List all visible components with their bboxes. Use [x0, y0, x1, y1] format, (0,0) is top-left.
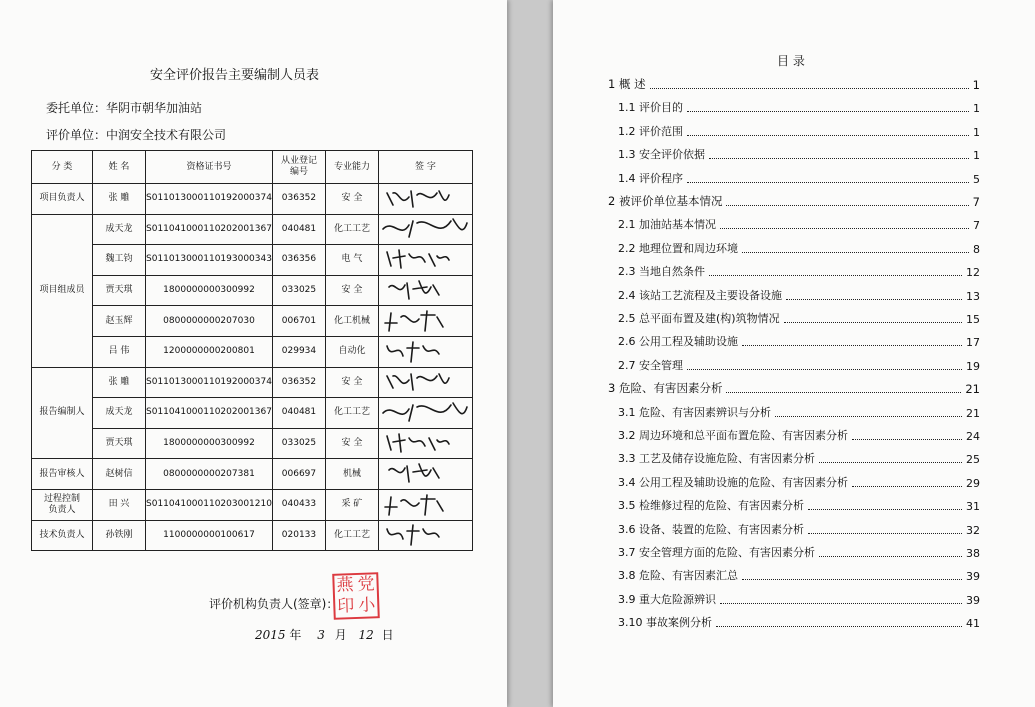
toc-page-number: 5 — [973, 172, 980, 186]
signature-cell — [378, 489, 472, 520]
category-cell: 项目组成员 — [32, 214, 93, 367]
seal-char: 小 — [357, 595, 376, 616]
table-row — [32, 428, 473, 459]
toc-page-number: 29 — [966, 476, 980, 490]
signature-stroke — [389, 281, 439, 299]
toc-entry[interactable] — [618, 146, 980, 162]
cert-cell: 1800000000300992 — [146, 275, 273, 306]
table-row — [32, 367, 473, 398]
toc-entry[interactable] — [618, 567, 980, 583]
cert-cell: S011013000110192000374 — [146, 184, 273, 215]
toc-entry[interactable] — [618, 614, 980, 630]
toc-page-number: 21 — [965, 382, 980, 397]
toc-leader-dots — [819, 556, 962, 557]
toc-entry-text: 3.5 检维修过程的危险、有害因素分析 — [618, 499, 804, 513]
handwritten-signature — [379, 215, 471, 243]
skill-cell: 安 全 — [325, 367, 378, 398]
name-cell: 魏工钧 — [93, 245, 146, 276]
handwritten-signature — [379, 430, 471, 458]
toc-page-number: 32 — [966, 523, 980, 537]
toc-entry[interactable] — [618, 591, 980, 607]
reg-cell: 040433 — [272, 489, 325, 520]
toc-entry-text: 3.6 设备、装置的危险、有害因素分析 — [618, 522, 804, 536]
toc-page-number: 1 — [972, 78, 980, 92]
toc-entry-text: 3.10 事故案例分析 — [618, 616, 712, 630]
cert-cell: 0800000000207381 — [146, 459, 273, 490]
toc-page-number: 12 — [966, 266, 980, 280]
toc-entry-text: 2.1 加油站基本情况 — [618, 218, 716, 232]
toc-entry[interactable] — [618, 216, 980, 232]
signature-stroke — [387, 374, 449, 390]
toc-page-number: 1 — [973, 149, 980, 163]
toc-page-number: 38 — [966, 547, 980, 560]
date-month: 3 — [317, 628, 325, 642]
table-row — [32, 214, 473, 245]
signature-cell — [378, 520, 472, 551]
table-row — [32, 245, 473, 276]
toc-entry[interactable] — [618, 240, 980, 256]
date-day-unit: 日 — [381, 628, 394, 642]
name-cell: 赵树信 — [93, 459, 146, 490]
header-category: 分 类 — [32, 151, 93, 184]
signature-cell — [378, 275, 472, 306]
toc-leader-dots — [716, 626, 962, 627]
toc-entry[interactable] — [618, 474, 980, 490]
toc-leader-dots — [742, 579, 962, 580]
cert-cell: S011013000110192000374 — [146, 367, 273, 398]
staff-table-page — [0, 0, 507, 707]
seal-char: 党 — [357, 574, 375, 595]
table-row — [32, 275, 473, 306]
toc-leader-dots — [852, 486, 962, 487]
toc-leader-dots — [742, 252, 969, 253]
category-cell: 过程控制负责人 — [32, 489, 93, 520]
toc-entry-text: 1 概 述 — [608, 77, 646, 91]
toc-entry-text: 2 被评价单位基本情况 — [608, 194, 723, 208]
table-row — [32, 520, 473, 551]
name-cell: 成天龙 — [93, 214, 146, 245]
toc-entry[interactable] — [618, 170, 980, 186]
toc-leader-dots — [775, 416, 962, 417]
cert-cell: 1200000000200801 — [146, 336, 273, 367]
toc-page-number: 13 — [966, 289, 980, 303]
handwritten-signature — [379, 246, 471, 274]
reg-cell: 036352 — [272, 184, 325, 215]
skill-cell: 电 气 — [325, 245, 378, 276]
evaluator-line — [46, 126, 226, 143]
toc-entry[interactable] — [618, 544, 980, 560]
handwritten-signature — [379, 491, 471, 519]
name-cell: 吕 伟 — [93, 336, 146, 367]
name-cell: 成天龙 — [93, 398, 146, 429]
toc-page-number: 24 — [966, 430, 980, 443]
date-year: 2015 — [255, 628, 286, 642]
toc-entry[interactable] — [618, 427, 980, 443]
toc-page-number: 8 — [973, 242, 980, 256]
name-cell: 孙铁刚 — [93, 520, 146, 551]
staff-table — [31, 150, 473, 551]
toc-entry[interactable] — [618, 310, 980, 326]
date-year-unit: 年 — [289, 628, 302, 642]
name-cell: 张 雕 — [93, 367, 146, 398]
skill-cell: 安 全 — [325, 184, 378, 215]
handwritten-signature — [379, 368, 471, 396]
toc-entry-text: 3.3 工艺及储存设施危险、有害因素分析 — [618, 452, 815, 466]
toc-entry-text: 1.4 评价程序 — [618, 171, 683, 185]
toc-entry-text: 1.2 评价范围 — [618, 124, 683, 138]
client-line — [46, 99, 202, 116]
table-row — [32, 398, 473, 429]
toc-leader-dots — [784, 322, 962, 323]
toc-entry[interactable] — [618, 521, 980, 537]
table-row — [32, 184, 473, 215]
toc-entry-text: 3.9 重大危险源辨识 — [618, 592, 716, 606]
signature-stroke — [387, 525, 439, 545]
toc-leader-dots — [726, 392, 961, 393]
toc-title: 目 录 — [777, 54, 805, 68]
category-cell: 项目负责人 — [32, 184, 93, 215]
official-seal — [332, 572, 380, 620]
toc-leader-dots — [709, 158, 969, 159]
toc-page-number: 41 — [966, 617, 980, 631]
signature-cell — [378, 245, 472, 276]
toc-leader-dots — [687, 111, 969, 112]
seal-char: 燕 — [336, 575, 354, 596]
toc-entry-text: 2.7 安全管理 — [618, 358, 683, 372]
signature-cell — [378, 306, 472, 337]
toc-entry-text: 3.8 危险、有害因素汇总 — [618, 569, 738, 583]
evaluator-name: 中润安全技术有限公司 — [106, 128, 227, 142]
evaluator-label: 评价单位： — [46, 128, 107, 142]
cert-cell: 1800000000300992 — [146, 428, 273, 459]
client-name: 华阴市朝华加油站 — [106, 101, 203, 115]
reg-cell: 006697 — [272, 459, 325, 490]
signature-stroke — [385, 311, 443, 331]
signature-cell — [378, 214, 472, 245]
toc-page-number: 19 — [966, 359, 980, 373]
reg-cell: 033025 — [272, 428, 325, 459]
skill-cell: 采 矿 — [325, 489, 378, 520]
header-skill: 专业能力 — [325, 151, 378, 184]
cert-cell: S011013000110193000343 — [146, 245, 273, 276]
cert-cell: S011041000110202001367 — [146, 214, 273, 245]
signature-cell — [378, 459, 472, 490]
page-title: 安全评价报告主要编制人员表 — [150, 68, 320, 83]
toc-page-number: 17 — [966, 336, 980, 350]
toc-entry-text: 3.1 危险、有害因素辨识与分析 — [618, 405, 771, 419]
signature-stroke — [383, 219, 467, 237]
skill-cell: 化工工艺 — [325, 520, 378, 551]
toc-entry[interactable] — [618, 263, 980, 279]
signature-cell — [378, 367, 472, 398]
toc-entry-text: 3 危险、有害因素分析 — [608, 381, 723, 396]
handwritten-signature — [379, 338, 471, 366]
signature-stroke — [387, 191, 449, 207]
toc-entry[interactable] — [618, 357, 980, 373]
toc-leader-dots — [808, 509, 962, 510]
signature-stroke — [383, 403, 467, 421]
toc-entry-text: 3.4 公用工程及辅助设施的危险、有害因素分析 — [618, 475, 848, 489]
toc-leader-dots — [742, 345, 962, 346]
toc-entry-text: 2.2 地理位置和周边环境 — [618, 241, 738, 255]
skill-cell: 安 全 — [325, 275, 378, 306]
skill-cell: 化工工艺 — [325, 214, 378, 245]
name-cell: 赵玉辉 — [93, 306, 146, 337]
category-cell: 技术负责人 — [32, 520, 93, 551]
client-label: 委托单位： — [46, 101, 107, 115]
table-row — [32, 489, 473, 520]
toc-leader-dots — [720, 228, 969, 229]
category-cell: 报告审核人 — [32, 459, 93, 490]
toc-entry[interactable] — [618, 404, 980, 420]
table-row — [32, 336, 473, 367]
toc-entry-text: 1.1 评价目的 — [618, 101, 683, 115]
toc-page-number: 39 — [966, 593, 980, 607]
toc-leader-dots — [819, 462, 962, 463]
table-row — [32, 459, 473, 490]
reg-cell: 033025 — [272, 275, 325, 306]
toc-entry-text: 2.5 总平面布置及建(构)筑物情况 — [618, 312, 780, 325]
name-cell: 贾天琪 — [93, 428, 146, 459]
cert-cell: S011041000110202001367 — [146, 398, 273, 429]
table-row — [32, 306, 473, 337]
signature-cell — [378, 428, 472, 459]
toc-leader-dots — [720, 603, 962, 604]
toc-leader-dots — [786, 299, 962, 300]
toc-entry[interactable] — [618, 497, 980, 513]
header-reg: 从业登记编号 — [272, 151, 325, 184]
skill-cell: 化工工艺 — [325, 398, 378, 429]
skill-cell: 化工机械 — [325, 306, 378, 337]
head-signature-label: 评价机构负责人(签章)： — [209, 597, 339, 611]
signature-stroke — [387, 342, 439, 362]
name-cell: 张 雕 — [93, 184, 146, 215]
cert-cell: 1100000000100617 — [146, 520, 273, 551]
handwritten-signature — [379, 399, 471, 427]
toc-leader-dots — [650, 88, 969, 89]
toc-entry[interactable] — [608, 76, 980, 92]
handwritten-signature — [379, 307, 471, 335]
skill-cell: 机械 — [325, 459, 378, 490]
toc-entry[interactable] — [618, 99, 980, 115]
reg-cell: 040481 — [272, 398, 325, 429]
toc-page-number: 7 — [973, 219, 980, 233]
toc-page-number: 1 — [973, 102, 980, 116]
toc-page — [553, 0, 1035, 707]
toc-leader-dots — [687, 369, 962, 370]
cert-cell: 0800000000207030 — [146, 306, 273, 337]
handwritten-signature — [379, 460, 471, 488]
reg-cell: 029934 — [272, 336, 325, 367]
category-cell: 报告编制人 — [32, 367, 93, 459]
toc-page-number: 15 — [966, 313, 980, 326]
header-signature: 签 字 — [378, 151, 472, 184]
name-cell: 田 兴 — [93, 489, 146, 520]
toc-entry-text: 2.4 该站工艺流程及主要设备设施 — [618, 288, 782, 302]
toc-leader-dots — [687, 182, 969, 183]
toc-entry-text: 2.3 当地自然条件 — [618, 265, 705, 279]
header-name: 姓 名 — [93, 151, 146, 184]
signature-cell — [378, 398, 472, 429]
toc-page-number: 21 — [966, 406, 980, 420]
toc-entry-text: 3.7 安全管理方面的危险、有害因素分析 — [618, 546, 815, 559]
date-day: 12 — [358, 628, 374, 642]
name-cell: 贾天琪 — [93, 275, 146, 306]
skill-cell: 安 全 — [325, 428, 378, 459]
toc-leader-dots — [709, 275, 962, 276]
toc-entry[interactable] — [608, 380, 980, 396]
toc-page-number: 1 — [973, 125, 980, 139]
seal-char: 印 — [337, 596, 355, 617]
toc-entry-text: 1.3 安全评价依据 — [618, 148, 705, 162]
toc-page-number: 25 — [966, 453, 980, 467]
toc-entry[interactable] — [608, 193, 980, 209]
toc-leader-dots — [687, 135, 969, 136]
handwritten-signature — [379, 277, 471, 305]
date-month-unit: 月 — [334, 628, 347, 642]
toc-entry-text: 2.6 公用工程及辅助设施 — [618, 335, 738, 349]
signature-cell — [378, 184, 472, 215]
toc-entry-text: 3.2 周边环境和总平面布置危险、有害因素分析 — [618, 429, 848, 442]
reg-cell: 036352 — [272, 367, 325, 398]
sign-date — [255, 626, 394, 643]
toc-leader-dots — [726, 205, 968, 206]
reg-cell: 020133 — [272, 520, 325, 551]
reg-cell: 006701 — [272, 306, 325, 337]
toc-page-number: 39 — [966, 570, 980, 584]
signature-stroke — [385, 495, 443, 515]
toc-entry[interactable] — [618, 287, 980, 303]
reg-cell: 036356 — [272, 245, 325, 276]
table-header-row — [32, 151, 473, 184]
cert-cell: S011041000110203001210 — [146, 489, 273, 520]
toc-entry[interactable] — [618, 333, 980, 349]
signature-cell — [378, 336, 472, 367]
toc-entry[interactable] — [618, 450, 980, 466]
signature-stroke — [387, 250, 449, 268]
toc-page-number: 7 — [972, 195, 980, 209]
handwritten-signature — [379, 521, 471, 549]
reg-cell: 040481 — [272, 214, 325, 245]
header-cert: 资格证书号 — [146, 151, 273, 184]
toc-leader-dots — [852, 439, 962, 440]
skill-cell: 自动化 — [325, 336, 378, 367]
handwritten-signature — [379, 185, 471, 213]
toc-page-number: 31 — [966, 500, 980, 514]
toc-leader-dots — [808, 533, 962, 534]
toc-entry[interactable] — [618, 123, 980, 139]
signature-stroke — [387, 434, 449, 452]
signature-stroke — [389, 464, 439, 482]
